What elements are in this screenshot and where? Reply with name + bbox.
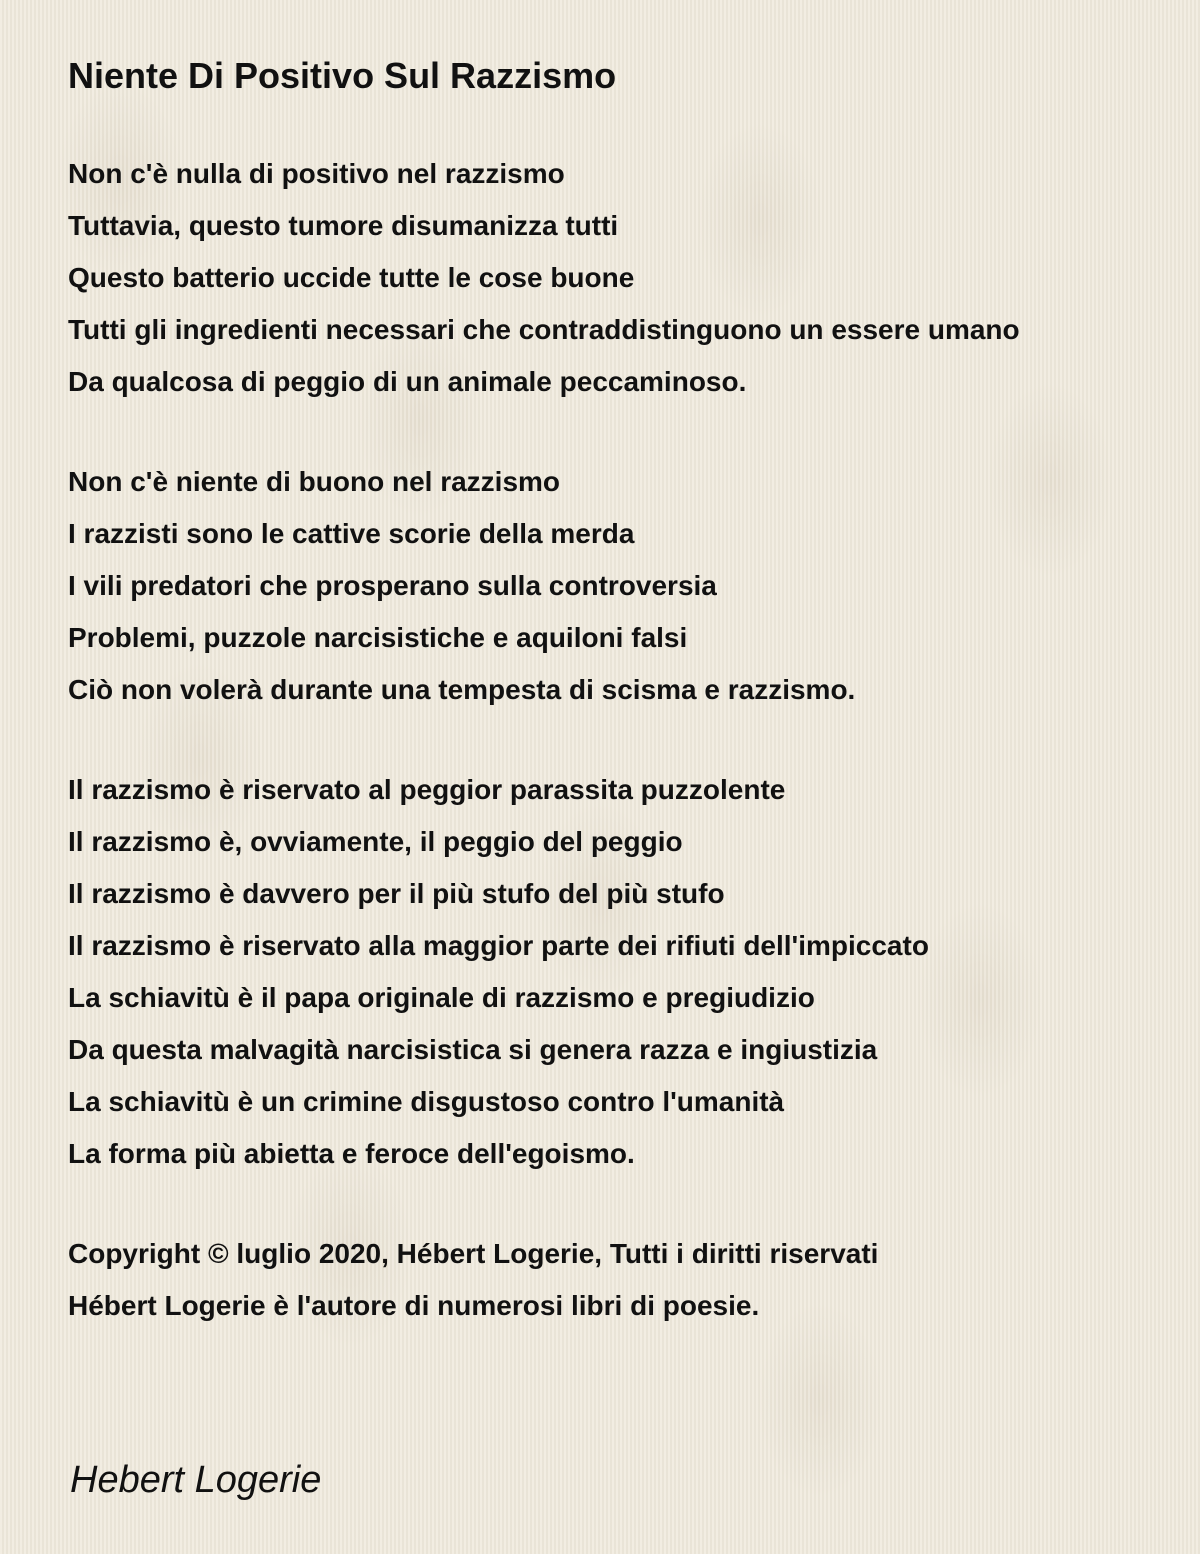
poem-line: I razzisti sono le cattive scorie della merda: [68, 518, 635, 549]
poem-line: Da questa malvagità narcisistica si genera razza e ingiustizia: [68, 1034, 878, 1065]
poem-line: Il razzismo è riservato alla maggior parte dei rifiuti dell'impiccato: [68, 930, 929, 961]
poem-line: La forma più abietta e feroce dell'egoismo.: [68, 1138, 635, 1169]
poem-line: Problemi, puzzole narcisistiche e aquiloni falsi: [68, 622, 688, 653]
copyright-notice: [68, 1228, 1188, 1332]
stanza-2: [68, 456, 1188, 716]
poem-line: Ciò non volerà durante una tempesta di scisma e razzismo.: [68, 674, 856, 705]
poem-line: Tutti gli ingredienti necessari che contraddistinguono un essere umano: [68, 314, 1020, 345]
stanza-1: [68, 148, 1188, 408]
poem-container: [68, 52, 1188, 1384]
poem-line: I vili predatori che prosperano sulla controversia: [68, 570, 717, 601]
poem-line: La schiavitù è il papa originale di razzismo e pregiudizio: [68, 982, 815, 1013]
poem-line: Non c'è nulla di positivo nel razzismo: [68, 158, 565, 189]
author-bio-line: Hébert Logerie è l'autore di numerosi libri di poesie.: [68, 1290, 760, 1321]
poem-line: Questo batterio uccide tutte le cose buone: [68, 262, 635, 293]
poem-line: Tuttavia, questo tumore disumanizza tutti: [68, 210, 619, 241]
copyright-line: Copyright © luglio 2020, Hébert Logerie, Tutti i diritti riservati: [68, 1238, 879, 1269]
poem-title: Niente Di Positivo Sul Razzismo: [68, 55, 617, 96]
poem-line: Da qualcosa di peggio di un animale peccaminoso.: [68, 366, 747, 397]
poem-line: Il razzismo è riservato al peggior parassita puzzolente: [68, 774, 786, 805]
stanza-3: [68, 764, 1188, 1180]
poem-line: Il razzismo è davvero per il più stufo del più stufo: [68, 878, 725, 909]
author-signature: Hebert Logerie: [70, 1459, 322, 1501]
poem-line: Non c'è niente di buono nel razzismo: [68, 466, 561, 497]
poem-line: Il razzismo è, ovviamente, il peggio del peggio: [68, 826, 683, 857]
poem-line: La schiavitù è un crimine disgustoso contro l'umanità: [68, 1086, 785, 1117]
